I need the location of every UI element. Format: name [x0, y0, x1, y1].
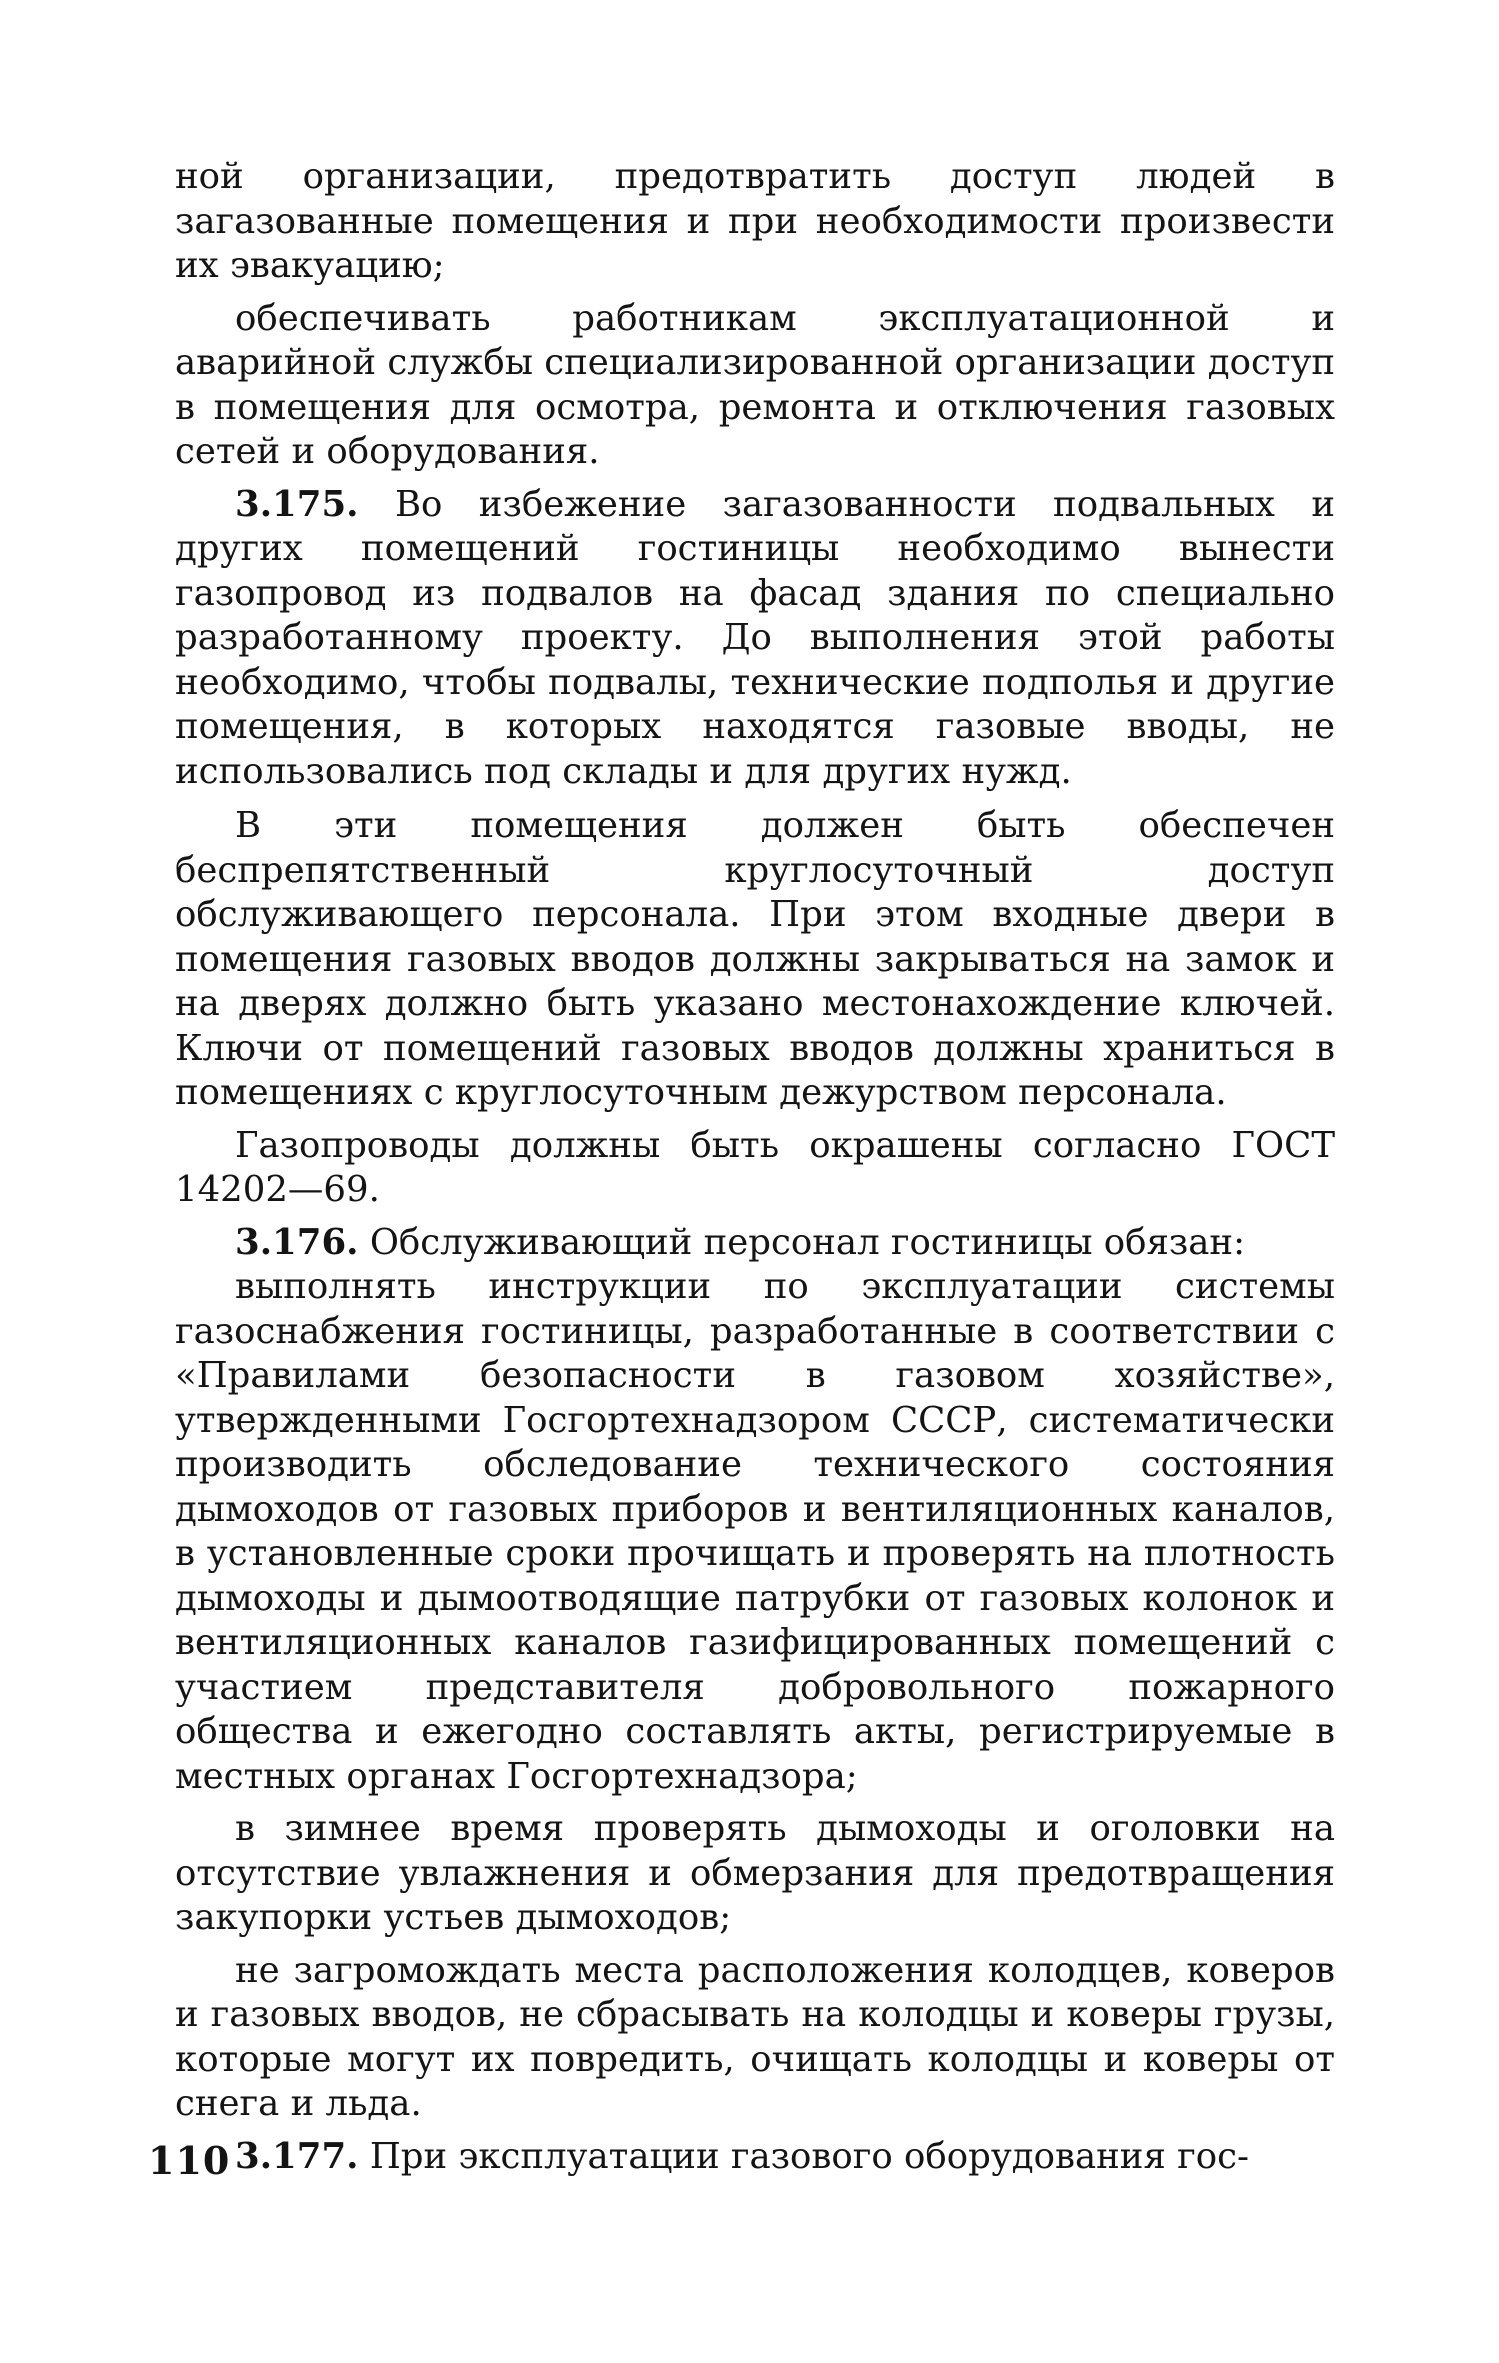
paragraph-3-175	[175, 483, 1335, 795]
paragraph-3-177	[175, 2135, 1335, 2180]
paragraph-1-text: ной организации, предотвратить доступ людей в загазованные помещения и при необходимости произвести их эвакуацию;	[175, 156, 1335, 286]
paragraph-4	[175, 804, 1335, 1116]
page-body	[175, 155, 1335, 2179]
paragraph-3-176	[175, 1221, 1335, 1266]
paragraph-1	[175, 155, 1335, 289]
paragraph-2-text: обеспечивать работникам эксплуатационной и аварийной службы специализированной организации доступ в помещения для осмотра, ремонта и отключения газовых сетей и оборудования.	[175, 297, 1336, 472]
paragraph-5	[175, 1124, 1335, 1213]
section-number-3-175: 3.175.	[235, 483, 359, 525]
paragraph-4-text: В эти помещения должен быть обеспечен беспрепятственный круглосуточный доступ обслуживающего персонала. При этом входные двери в помещения газовых вводов должны закрываться на замок и на дверях должно быть указано местонахождение ключей. Ключи от помещений газовых вводов должны храниться в помещениях с круглосуточным дежурством персонала.	[175, 805, 1335, 1113]
paragraph-7-text: выполнять инструкции по эксплуатации системы газоснабжения гостиницы, разработанные в соответствии с «Правилами безопасности в газовом хозяйстве», утвержденными Госгортехнадзором СССР, систематически производить обследование технического состояния дымоходов от газовых приборов и вентиляционных каналов, в установленные сроки прочищать и проверять на плотность дымоходы и дымоотводящие патрубки от газовых колонок и вентиляционных каналов газифицированных помещений с участием представителя добровольного пожарного общества и ежегодно составлять акты, регистрируемые в местных органах Госгортехнадзора;	[175, 1266, 1335, 1797]
paragraph-9-text: не загромождать места расположения колодцев, коверов и газовых вводов, не сбрасывать на колодцы и коверы грузы, которые могут их повредить, очищать колодцы и коверы от снега и льда.	[175, 1949, 1335, 2124]
paragraph-2	[175, 297, 1335, 475]
paragraph-5-text: Газопроводы должны быть окрашены согласно ГОСТ 14202—69.	[175, 1124, 1335, 1210]
paragraph-3-177-text: При эксплуатации газового оборудования гос-	[369, 2135, 1249, 2177]
paragraph-8	[175, 1807, 1335, 1941]
paragraph-8-text: в зимнее время проверять дымоходы и оголовки на отсутствие увлажнения и обмерзания для предотвращения закупорки устьев дымоходов;	[175, 1808, 1335, 1938]
paragraph-7	[175, 1265, 1335, 1799]
section-number-3-177: 3.177.	[235, 2135, 359, 2177]
section-number-3-176: 3.176.	[235, 1221, 359, 1263]
paragraph-3-176-text: Обслуживающий персонал гостиницы обязан:	[369, 1221, 1246, 1263]
paragraph-3-175-text: Во избежение загазованности подвальных и других помещений гостиницы необходимо вынести газопровод из подвалов на фасад здания по специально разработанному проекту. До выполнения этой работы необходимо, чтобы подвалы, технические подполья и другие помещения, в которых находятся газовые вводы, не использовались под склады и для других нужд.	[175, 483, 1335, 792]
paragraph-9	[175, 1949, 1335, 2127]
page-number: 110	[148, 2138, 231, 2183]
